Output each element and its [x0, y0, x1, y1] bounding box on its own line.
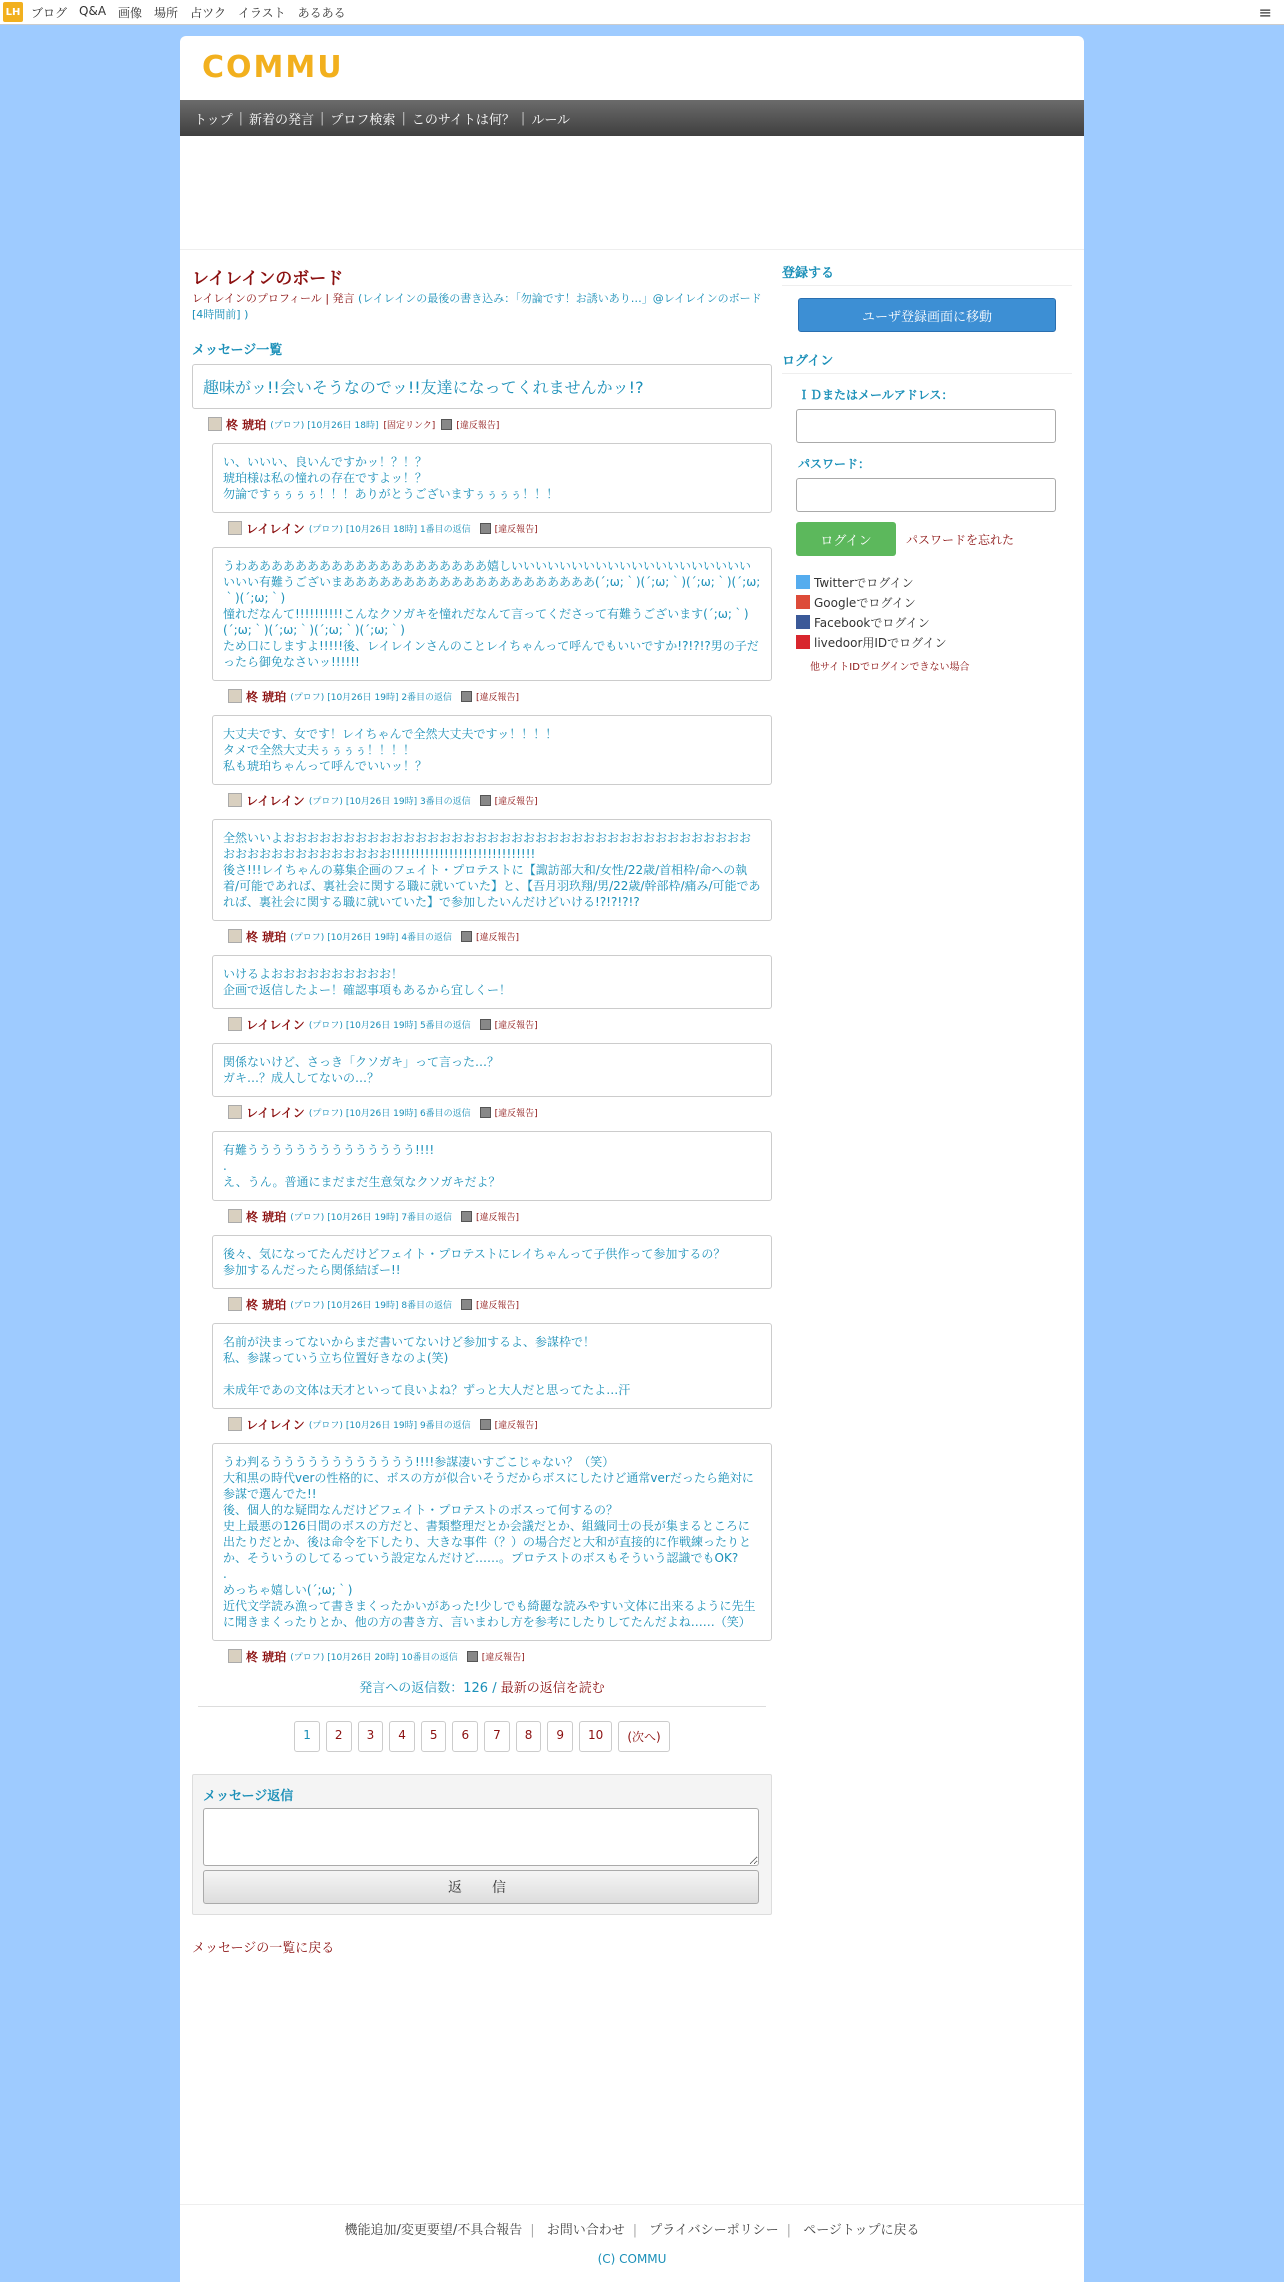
twitter-icon — [796, 575, 810, 589]
id-label: ＩＤまたはメールアドレス： — [798, 388, 954, 402]
reply-meta — [228, 1647, 772, 1665]
login-title: ログイン — [782, 350, 1072, 374]
reply-message: い、いいい、良いんですかッ！？！？ 琥珀様は私の憧れの存在ですよッ！？ 勿論ですぅぅぅぅ！！！ありがとうございますぅぅぅぅ！！！ — [212, 443, 772, 513]
page-container — [180, 36, 1084, 2282]
report-icon[interactable] — [461, 1211, 472, 1222]
livedoor-login-label: livedoor用IDでログイン — [814, 635, 947, 650]
report-icon[interactable] — [480, 1419, 491, 1430]
profile-link[interactable]: (プロフ) — [290, 1300, 325, 1311]
avatar[interactable] — [228, 521, 242, 535]
reply-meta — [228, 1207, 772, 1225]
reply-meta — [228, 791, 772, 809]
footer-link-feedback[interactable]: 機能追加/変更要望/不具合報告 — [344, 2223, 523, 2238]
forgot-password-link[interactable]: パスワードを忘れた — [906, 532, 1015, 547]
nav-about[interactable]: このサイトは何？ — [411, 112, 515, 128]
top-nav — [31, 4, 358, 21]
profile-link[interactable]: レイレインのプロフィール — [192, 292, 322, 305]
latest-replies-link[interactable]: 最新の返信を読む — [500, 1681, 605, 1696]
report-link[interactable]: [違反報告] — [456, 420, 500, 431]
footer — [180, 2204, 1084, 2266]
report-icon[interactable] — [441, 419, 452, 430]
sidebar — [782, 262, 1072, 673]
main-content — [192, 262, 772, 1956]
profile-link[interactable]: (プロフ) — [308, 1108, 343, 1119]
header — [180, 36, 1084, 100]
reply-meta — [228, 687, 772, 705]
report-icon[interactable] — [467, 1651, 478, 1662]
footer-link-top[interactable]: ページトップに戻る — [803, 2223, 920, 2238]
reply-message: いけるよおおおおおおおおおお！ 企画で返信したよー！確認事項もあるから宜しくー！ — [212, 955, 772, 1009]
reply-textarea[interactable] — [203, 1808, 759, 1866]
nav-profile-search[interactable]: プロフ検索 — [330, 112, 396, 128]
avatar[interactable] — [228, 1105, 242, 1119]
profile-link[interactable]: (プロフ) — [290, 932, 325, 943]
reply-date[interactable]: [10月26日 20時] 10番目の返信 — [327, 1652, 458, 1663]
reply-meta — [228, 927, 772, 945]
avatar[interactable] — [228, 1417, 242, 1431]
reply-meta — [228, 1015, 772, 1033]
reply-list — [192, 443, 772, 1665]
page-link[interactable]: 4 — [389, 1721, 415, 1752]
report-link[interactable]: [違反報告] — [494, 796, 538, 807]
twitter-login-link[interactable] — [796, 572, 1072, 592]
avatar[interactable] — [228, 793, 242, 807]
reply-message: 名前が決まってないからまだ書いてないけど参加するよ、参謀枠で！ 私、参謀っていう立ち位置好きなのよ(笑) 未成年であの文体は天才といって良いよね？ずっと大人だと思ってたよ…汗 — [212, 1323, 772, 1409]
login-row — [796, 522, 1072, 556]
username[interactable]: レイレイン — [246, 793, 305, 808]
nav-separator: | — [520, 110, 526, 126]
reply-count-separator: / — [492, 1681, 497, 1696]
password-input[interactable] — [796, 478, 1056, 512]
topic-title: 趣味がッ!!会いそうなのでッ!!友達になってくれませんかッ!? — [192, 364, 772, 409]
top-nav-item[interactable]: イラスト — [237, 5, 286, 20]
avatar[interactable] — [228, 1017, 242, 1031]
profile-link[interactable]: (プロフ) — [308, 524, 343, 535]
id-input[interactable] — [796, 409, 1056, 443]
reply-date[interactable]: [10月26日 19時] 5番目の返信 — [345, 1020, 471, 1031]
page-link[interactable]: 5 — [421, 1721, 447, 1752]
reply-meta — [228, 1295, 772, 1313]
post-link[interactable]: 発言 — [332, 292, 355, 305]
livedoor-icon — [796, 635, 810, 649]
reply-date[interactable]: [10月26日 19時] 7番目の返信 — [327, 1212, 453, 1223]
top-nav-item[interactable]: Q&A — [79, 3, 107, 18]
site-logo[interactable]: LH — [3, 2, 23, 22]
password-label: パスワード： — [798, 457, 871, 471]
nav-rules[interactable]: ルール — [531, 112, 571, 128]
avatar[interactable] — [228, 1297, 242, 1311]
footer-separator: | — [530, 2223, 535, 2238]
board-subline — [192, 291, 772, 323]
profile-link[interactable]: (プロフ) — [270, 420, 305, 431]
top-nav-item[interactable]: 画像 — [118, 5, 143, 20]
profile-link[interactable]: (プロフ) — [290, 1652, 325, 1663]
page-link[interactable]: 2 — [326, 1721, 352, 1752]
footer-link-contact[interactable]: お問い合わせ — [546, 2223, 625, 2238]
top-nav-item[interactable]: ブログ — [31, 5, 68, 20]
avatar[interactable] — [228, 929, 242, 943]
reply-form — [192, 1774, 772, 1915]
facebook-login-link[interactable] — [796, 612, 1072, 632]
pagination — [192, 1721, 772, 1752]
message-list-title: メッセージ一覧 — [192, 343, 283, 358]
other-login-help-link[interactable]: 他サイトIDでログインできない場合 — [810, 662, 970, 673]
report-icon[interactable] — [461, 931, 472, 942]
profile-link[interactable]: (プロフ) — [308, 1020, 343, 1031]
latest-post-time: [4時間前] — [192, 308, 241, 321]
latest-post-link[interactable]: (レイレインの最後の書き込み：「勿論です！お誘いあり…」@レイレインのボード — [358, 292, 762, 305]
page-link[interactable]: 6 — [452, 1721, 478, 1752]
footer-separator: | — [632, 2223, 638, 2238]
avatar[interactable] — [228, 1649, 242, 1663]
report-link[interactable]: [違反報告] — [476, 692, 520, 703]
reply-message: 有難うううううううううううううう!!!! . え、うん。普通にまだまだ生意気なクソガキだよ？ — [212, 1131, 772, 1201]
facebook-login-label: Facebookでログイン — [814, 615, 930, 630]
top-nav-item[interactable]: 場所 — [154, 5, 179, 20]
report-link[interactable]: [違反報告] — [494, 1020, 538, 1031]
username[interactable]: レイレイン — [246, 1417, 305, 1432]
top-bar — [0, 0, 1284, 25]
profile-link[interactable]: (プロフ) — [290, 1212, 325, 1223]
username[interactable]: 柊 琥珀 — [246, 689, 287, 704]
board-title: レイレインのボード — [192, 269, 344, 289]
back-to-list-link[interactable]: メッセージの一覧に戻る — [192, 1941, 335, 1956]
avatar[interactable] — [228, 1209, 242, 1223]
username[interactable]: 柊 琥珀 — [246, 929, 287, 944]
latest-post-close: ) — [244, 308, 249, 321]
top-nav-item[interactable]: 占ツク — [190, 5, 226, 20]
report-link[interactable]: [違反報告] — [494, 1108, 538, 1119]
page-link[interactable]: 3 — [358, 1721, 384, 1752]
report-link[interactable]: [違反報告] — [476, 1212, 520, 1223]
page-link[interactable]: 1 — [294, 1721, 320, 1752]
divider — [198, 1706, 766, 1707]
nav-top[interactable]: トップ — [194, 112, 233, 128]
reply-message: 大丈夫です、女です！レイちゃんで全然大丈夫ですッ！！！！ タメで全然大丈夫ぅぅぅぅ！！！！ 私も琥珀ちゃんって呼んでいいッ！？ — [212, 715, 772, 785]
reply-date[interactable]: [10月26日 19時] 3番目の返信 — [345, 796, 471, 807]
nav-separator: | — [320, 110, 325, 126]
username[interactable]: レイレイン — [246, 1105, 305, 1120]
nav-separator: | — [401, 110, 406, 126]
reply-submit-button[interactable]: 返 信 — [203, 1870, 759, 1904]
social-login-list — [796, 572, 1072, 652]
sub-separator: | — [325, 292, 330, 305]
permalink[interactable]: [固定リンク] — [383, 420, 436, 431]
footer-separator: | — [786, 2223, 792, 2238]
brand-logo[interactable]: COMMU — [202, 50, 344, 85]
report-icon[interactable] — [461, 691, 472, 702]
reply-date[interactable]: [10月26日 19時] 2番目の返信 — [327, 692, 453, 703]
reply-count-label: 発言への返信数：126 — [359, 1681, 489, 1696]
google-login-link[interactable] — [796, 592, 1072, 612]
reply-count — [192, 1677, 772, 1696]
username[interactable]: 柊 琥珀 — [226, 417, 267, 432]
next-page-link[interactable]: (次へ) — [618, 1721, 669, 1752]
twitter-login-label: Twitterでログイン — [814, 575, 914, 590]
reply-date[interactable]: [10月26日 19時] 4番目の返信 — [327, 932, 453, 943]
reply-date[interactable]: [10月26日 19時] 8番目の返信 — [327, 1300, 453, 1311]
reply-date[interactable]: [10月26日 19時] 9番目の返信 — [345, 1420, 471, 1431]
username[interactable]: 柊 琥珀 — [246, 1649, 287, 1664]
register-title: 登録する — [782, 262, 1072, 286]
username[interactable]: レイレイン — [246, 1017, 305, 1032]
report-icon[interactable] — [480, 1019, 491, 1030]
profile-link[interactable]: (プロフ) — [308, 796, 343, 807]
reply-date[interactable]: [10月26日 19時] 6番目の返信 — [345, 1108, 471, 1119]
username[interactable]: 柊 琥珀 — [246, 1209, 287, 1224]
report-icon[interactable] — [461, 1299, 472, 1310]
login-button[interactable]: ログイン — [796, 522, 896, 556]
post-date: [10月26日 18時] — [307, 420, 379, 431]
google-icon — [796, 595, 810, 609]
footer-links — [180, 2219, 1084, 2238]
page-link[interactable]: 8 — [516, 1721, 542, 1752]
global-nav — [180, 100, 1084, 136]
reply-message: 後々、気になってたんだけどフェイト・プロテストにレイちゃんって子供作って参加するの？ 参加するんだったら関係結ぼー!! — [212, 1235, 772, 1289]
reply-meta — [228, 519, 772, 537]
facebook-icon — [796, 615, 810, 629]
google-login-label: Googleでログイン — [814, 595, 916, 610]
reply-message: うわ判るうううううううううううう!!!!参謀凄いすごこじゃない？（笑） 大和黒の時代verの性格的に、ボスの方が似合いそうだからボスにしたけど通常verだったら絶対に参謀で選んでた!! 後、個人的な疑問なんだけどフェイト・プロテストのボスって何するの？ 史上最悪の126日間のボスの方だと、書類整理だとか会議だとか、組織同士の長が集まるところに出たりだとか、後は命令を下したり、大きな事件（？）の場合だと大和が直接的に作戦練ったりとか、そういうのしてるっていう設定なんだけど……。プロテストのボスもそういう認識でもOK? . めっちゃ嬉しい(´;ω;｀) 近代文学読み漁って書きまくったかいがあった!少しでも綺麗な読みやすい文体に出来るように先生に聞きまくったりとか、他の方の書き方、言いまわし方を参考にしたりしてたんだよね……（笑） — [212, 1443, 772, 1641]
profile-link[interactable]: (プロフ) — [290, 692, 325, 703]
register-button[interactable]: ユーザ登録画面に移動 — [798, 298, 1056, 332]
top-nav-item[interactable]: あるある — [297, 5, 346, 20]
livedoor-login-link[interactable] — [796, 632, 1072, 652]
report-icon[interactable] — [480, 1107, 491, 1118]
page-link[interactable]: 9 — [547, 1721, 573, 1752]
nav-new-posts[interactable]: 新着の発言 — [249, 112, 315, 128]
report-link[interactable]: [違反報告] — [476, 1300, 520, 1311]
username[interactable]: 柊 琥珀 — [246, 1297, 287, 1312]
reply-meta — [228, 1103, 772, 1121]
report-link[interactable]: [違反報告] — [481, 1652, 525, 1663]
username[interactable]: レイレイン — [246, 521, 305, 536]
nav-separator: | — [238, 110, 244, 126]
page-link[interactable]: 10 — [579, 1721, 612, 1752]
report-link[interactable]: [違反報告] — [476, 932, 520, 943]
page-link[interactable]: 7 — [484, 1721, 510, 1752]
report-icon[interactable] — [480, 795, 491, 806]
report-icon[interactable] — [480, 523, 491, 534]
topic-meta — [208, 415, 772, 433]
avatar[interactable] — [208, 417, 222, 431]
footer-link-privacy[interactable]: プライバシーポリシー — [649, 2223, 779, 2238]
copyright[interactable]: (C) COMMU — [597, 2252, 667, 2266]
report-link[interactable]: [違反報告] — [494, 524, 538, 535]
hamburger-menu-icon[interactable]: ≡ — [1258, 3, 1272, 22]
reply-message: うわああああああああああああああああああああ嬉しいいいいいいいいいいいいいいいいいいいいいいい有難うございまあああああああああああああああああああああ(´;ω;｀)(´;ω;｀)(´;ω;｀)(´;ω;｀)(´;ω;｀) 憧れだなんて!!!!!!!!!!こんなクソガキを憧れだなんて言ってくださって有難うございます(´;ω;｀)(´;ω;｀)(´;ω;｀)(´;ω;｀)(´;ω;｀) ため口にしますよ!!!!!後、レイレインさんのことレイちゃんって呼んでもいいですか!?!?!?男の子だったら御免なさいッ!!!!!! — [212, 547, 772, 681]
avatar[interactable] — [228, 689, 242, 703]
reply-message: 全然いいよおおおおおおおおおおおおおおおおおおおおおおおおおおおおおおおおおおおおおおおおおおおおおおおおおおおおお!!!!!!!!!!!!!!!!!!!!!!!!!!!!!! 後さ!!!レイちゃんの募集企画のフェイト・プロテストに【諏訪部大和/女性/22歳/首相枠/命への執着/可能であれば、裏社会に関する職に就いていた】と、【吾月羽玖翔/男/22歳/幹部枠/痛み/可能であれば、裏社会に関する職に就いていた】で参加したいんだけどいける!?!?!?!? — [212, 819, 772, 921]
ad-space — [180, 136, 1084, 250]
profile-link[interactable]: (プロフ) — [308, 1420, 343, 1431]
report-link[interactable]: [違反報告] — [494, 1420, 538, 1431]
reply-date[interactable]: [10月26日 18時] 1番目の返信 — [345, 524, 471, 535]
reply-form-label: メッセージ返信 — [203, 1789, 294, 1804]
reply-meta — [228, 1415, 772, 1433]
reply-message: 関係ないけど、さっき「クソガキ」って言った…？ ガキ…？成人してないの…？ — [212, 1043, 772, 1097]
